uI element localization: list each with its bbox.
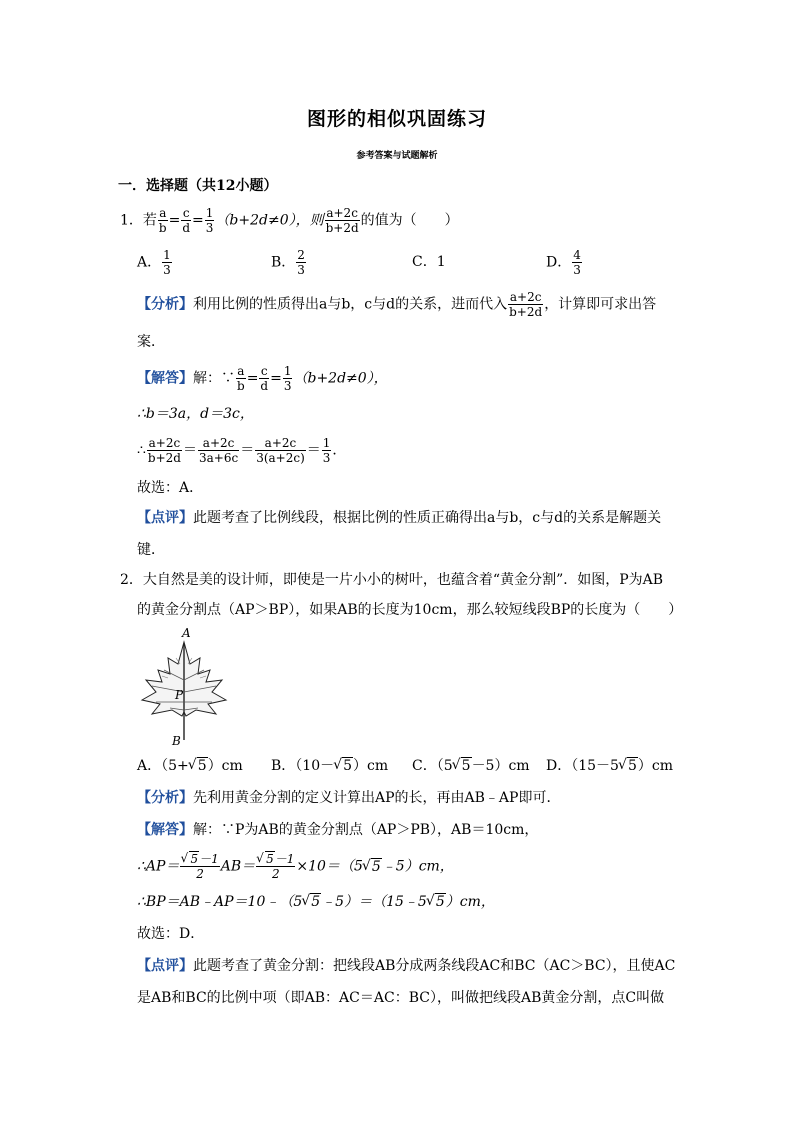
q1-choose: 故选：A． [137,480,204,496]
figure-label-p: P [175,688,184,702]
q2-stem-line-1: 2．大自然是美的设计师，即使是一片小小的树叶，也蕴含着“黄金分割”．如图，P为AB [120,572,664,588]
q1-analysis-cont: 案． [137,334,165,350]
section-heading: 一．选择题（共12小题） [118,178,278,194]
fraction: $\frac{c}{d}$ [182,206,191,235]
fraction: $\frac{a+2c}{b+2d}$ [325,206,359,235]
q2-option-d[interactable]: D．（15－5√ 5）cm [546,756,673,776]
q2-analysis: 【分析】先利用黄金分割的定义计算出AP的长，再由AB﹣AP即可． [137,790,561,806]
analysis-tag: 【分析】 [137,296,193,313]
q2-choose: 故选：D． [137,926,205,942]
maple-leaf-icon [134,630,244,750]
figure-label-a: A [182,626,191,640]
q1-step-1: ∴b＝3a，d＝3c， [137,406,254,422]
q1-review: 【点评】此题考查了比例线段，根据比例的性质正确得出a与b，c与d的关系是解题关 [137,510,662,526]
q2-review-cont: 是AB和BC的比例中项（即AB：AC＝AC：BC），叫做把线段AB黄金分割，点C叫做 [137,990,665,1006]
q1-number: 1． [120,212,143,229]
q2-option-c[interactable]: C．（5√ 5－5）cm [412,756,530,776]
q1-option-d[interactable]: D． $\frac{4}{3}$ [546,248,581,277]
maple-leaf-figure [134,626,244,754]
review-tag: 【点评】 [137,958,193,974]
review-tag: 【点评】 [137,510,193,526]
fraction: $\frac{1}{3}$ [205,206,214,235]
solution-tag: 【解答】 [137,370,193,387]
q2-step-1: ∴AP＝ √ $\frac{5-1}{2}$ AB＝ √ $\frac{5-1}{2}$ ×10＝（5√ 5﹣5）cm， [137,852,454,881]
q1-analysis: 【分析】利用比例的性质得出a与b，c与d的关系，进而代入 $\frac{a+2c}{b+2d}$ ，计算即可求出答 [137,290,657,319]
q2-step-2: ∴BP＝AB﹣AP＝10﹣（5√ 5﹣5）＝（15﹣5√ 5）cm， [137,892,495,912]
q1-condition: （b+2d≠0），则 [215,212,324,229]
q2-option-b[interactable]: B．（10－√ 5）cm [271,756,388,776]
analysis-tag: 【分析】 [137,790,193,806]
q1-prefix: 若 [142,212,157,229]
q1-option-a[interactable]: A． $\frac{1}{3}$ [137,248,171,277]
q1-suffix: 的值为（ ） [360,212,459,229]
solution-tag: 【解答】 [137,822,193,838]
figure-label-b: B [172,734,181,748]
q2-solution: 【解答】解：∵P为AB的黄金分割点（AP＞PB），AB＝10cm， [137,822,539,838]
q1-solution: 【解答】解：∵ $\frac{a}{b}$ = $\frac{c}{d}$ = $\frac{1}{3}$ （b+2d≠0）， [137,364,388,393]
q1-option-b[interactable]: B． $\frac{2}{3}$ [271,248,305,277]
page-title: 图形的相似巩固练习 [306,108,487,130]
q2-review: 【点评】此题考查了黄金分割：把线段AB分成两条线段AC和BC（AC＞BC），且使AC [137,958,676,974]
q1-stem: 1．若 $\frac{a}{b}$ = $\frac{c}{d}$ = $\frac{1}{3}$ （b+2d≠0），则 $\frac{a+2c}{b+2d}$ 的值为（ ） [120,206,459,235]
q2-option-a[interactable]: A．（5+√ 5）cm [137,756,243,776]
q1-review-cont: 键． [137,542,165,558]
fraction: $\frac{a}{b}$ [158,206,167,235]
page-subtitle: 参考答案与试题解析 [356,151,438,161]
q1-option-c[interactable]: C．1 [412,254,446,270]
q1-step-2: ∴ $\frac{a+2c}{b+2d}$ ＝ $\frac{a+2c}{3a+6c}$ ＝ $\frac{a+2c}{3(a+2c)}$ ＝ $\frac{1}{3}$ ． [137,436,347,465]
q2-stem-line-2: 的黄金分割点（AP＞BP），如果AB的长度为10cm，那么较短线段BP的长度为（ ） [137,602,683,618]
